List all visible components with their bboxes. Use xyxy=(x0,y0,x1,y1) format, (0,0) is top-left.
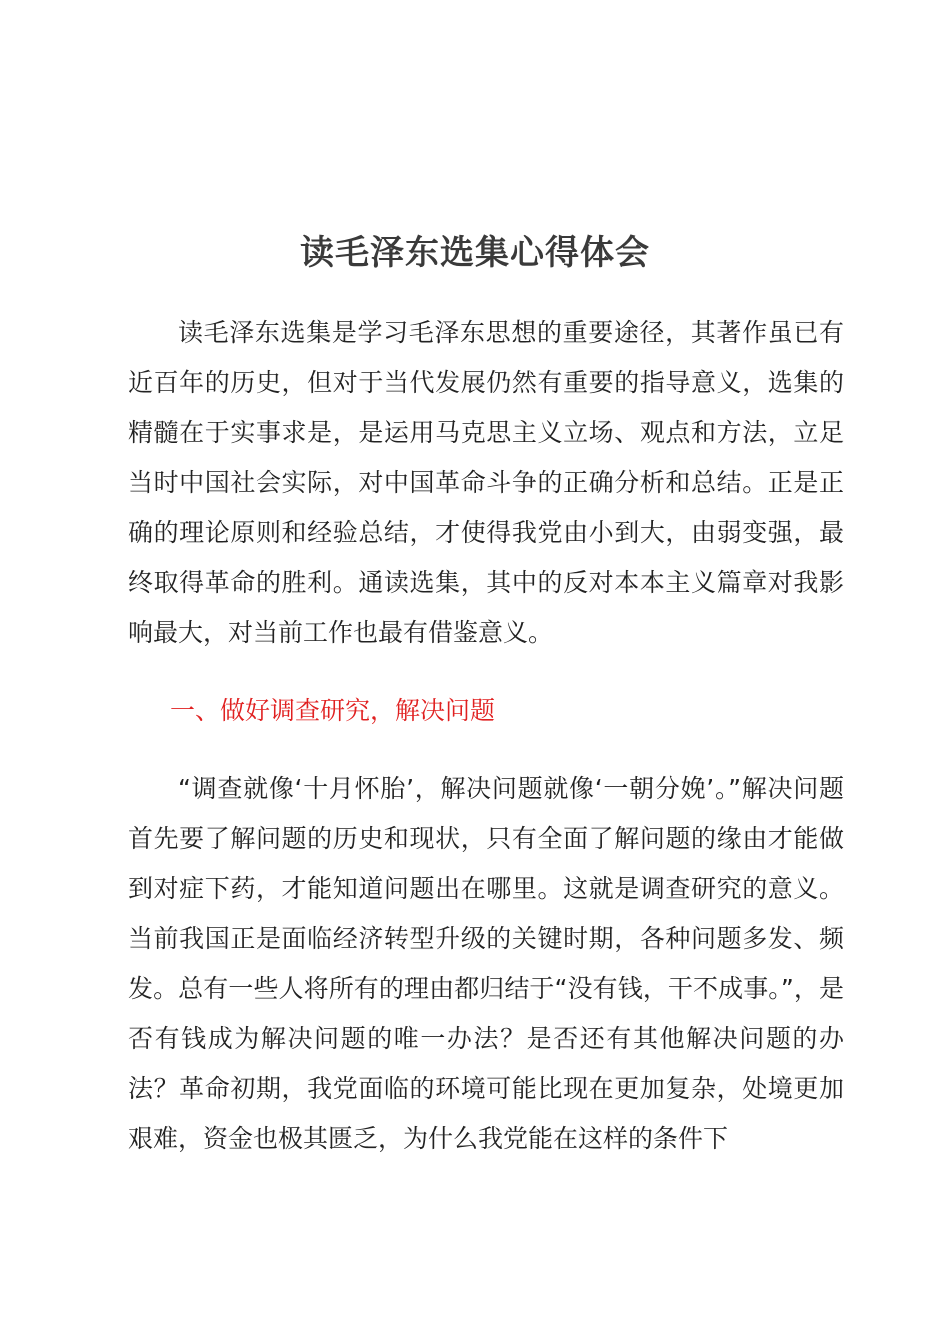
body-paragraph: “调查就像‘十月怀胎’，解决问题就像‘一朝分娩’。”解决问题首先要了解问题的历史和现状，只有全面了解问题的缘由才能做到对症下药，才能知道问题出在哪里。这就是调查研究的意义。当前我国正是面临经济转型升级的关键时期，各种问题多发、频发。总有一些人将所有的理由都归结于“没有钱，干不成事。”，是否有钱成为解决问题的唯一办法？是否还有其他解决问题的办法？革命初期，我党面临的环境可能比现在更加复杂，处境更加艰难，资金也极其匮乏，为什么我党能在这样的条件下 xyxy=(128,774,844,1153)
intro-paragraph: 读毛泽东选集是学习毛泽东思想的重要途径，其著作虽已有近百年的历史，但对于当代发展仍然有重要的指导意义，选集的精髓在于实事求是，是运用马克思主义立场、观点和方法，立足当时中国社会实际，对中国革命斗争的正确分析和总结。正是正确的理论原则和经验总结，才使得我党由小到大，由弱变强，最终取得革命的胜利。通读选集，其中的反对本本主义篇章对我影响最大，对当前工作也最有借鉴意义。 xyxy=(128,318,844,647)
section-heading: 一、做好调查研究，解决问题 xyxy=(170,696,496,725)
document-title: 读毛泽东选集心得体会 xyxy=(300,233,650,273)
